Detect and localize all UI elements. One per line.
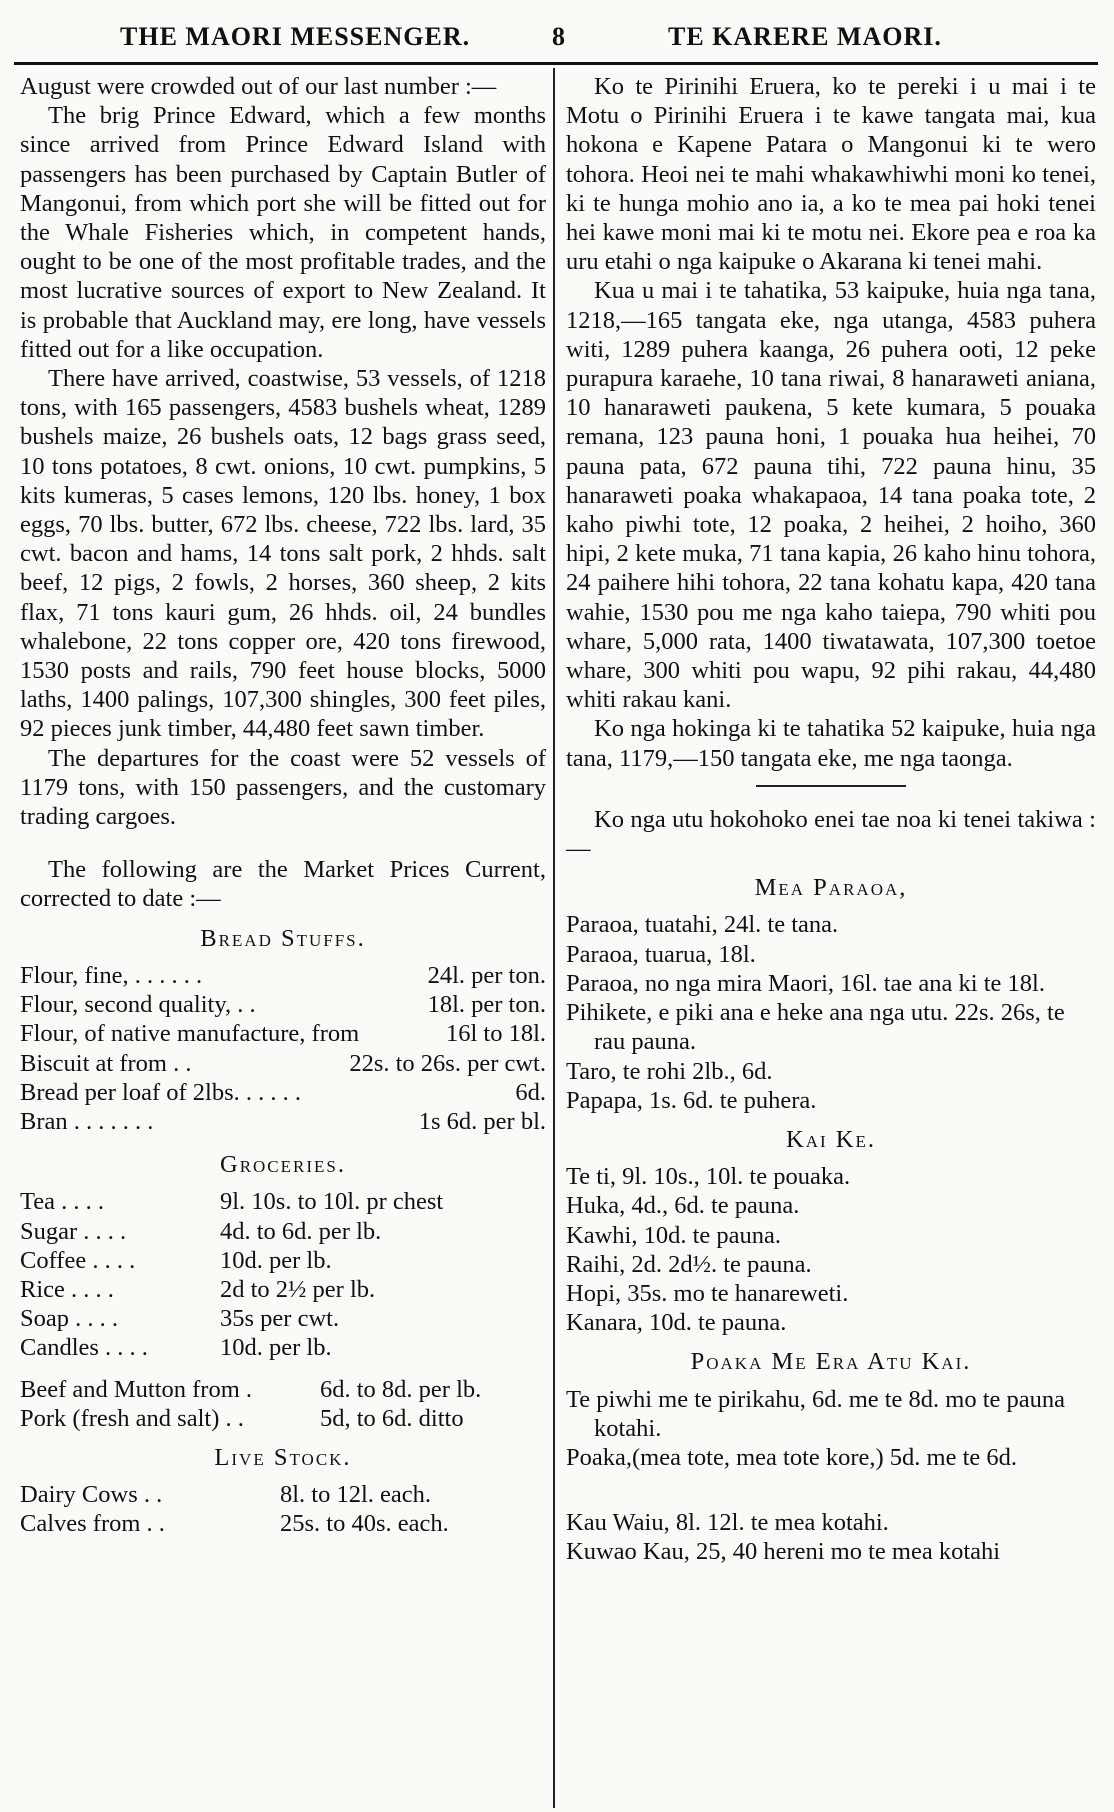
table-row: Biscuit at from . . 22s. to 26s. per cwt. — [20, 1049, 546, 1077]
list-item: Papapa, 1s. 6d. te puhera. — [566, 1086, 817, 1114]
table-row: Rice . . . . 2d to 2½ per lb. — [20, 1275, 376, 1303]
table-row: Calves from . . 25s. to 40s. each. — [20, 1510, 449, 1538]
table-row: Dairy Cows . . 8l. to 12l. each. — [20, 1481, 432, 1509]
departures-paragraph: The departures for the coast were 52 vessels of 1179 tons, with 150 passengers, and the customary trading cargoes. — [20, 744, 546, 831]
section-rule — [756, 785, 906, 787]
list-item: Paraoa, tuatahi, 24l. te tana. — [566, 911, 839, 939]
page-header — [0, 14, 1114, 54]
kai-ke-heading: Kai Ke. — [786, 1125, 876, 1153]
table-row: Soap . . . . 35s per cwt. — [20, 1305, 340, 1333]
table-row: Flour, second quality, . . 18l. per ton. — [20, 991, 546, 1019]
table-row: Candles . . . . 10d. per lb. — [20, 1334, 332, 1362]
list-item: Te ti, 9l. 10s., 10l. te pouaka. — [566, 1163, 851, 1191]
table-row: Sugar . . . . 4d. to 6d. per lb. — [20, 1217, 382, 1245]
table-row: Flour, of native manufacture, from 16l to 18l. — [20, 1020, 546, 1048]
list-item: Kanara, 10d. te pauna. — [566, 1309, 787, 1337]
groceries-heading: Groceries. — [220, 1151, 346, 1179]
list-item: Taro, te rohi 2lb., 6d. — [566, 1057, 773, 1085]
table-row: Tea . . . . 9l. 10s. to 10l. pr chest — [20, 1188, 444, 1216]
mea-paraoa-heading: Mea Paraoa, — [754, 874, 908, 902]
column-divider — [553, 68, 555, 1808]
table-row: Coffee . . . . 10d. per lb. — [20, 1246, 332, 1274]
prince-edward-paragraph: The brig Prince Edward, which a few months since arrived from Prince Edward Island with passengers has been purchased by Captain Butler of Mangonui, from which port she will be fitted out for the Whale Fisheries which, in competent hands, ought to be one of the most profitable trades, and the most lucrative sources of export to New Zealand. It is probable that Auckland may, ere long, have vessels fitted out for a like occupation. — [20, 102, 546, 363]
list-item: Kau Waiu, 8l. 12l. te mea kotahi. — [566, 1509, 889, 1537]
list-item: Pihikete, e piki ana e heke ana nga utu. 22s. 26s, te rau pauna. — [566, 999, 1065, 1056]
poaka-list — [566, 1385, 1096, 1473]
list-item: Paraoa, no nga mira Maori, 16l. tae ana ki te 18l. — [566, 969, 1045, 997]
list-item: Poaka,(mea tote, mea tote kore,) 5d. me te 6d. — [566, 1443, 1018, 1471]
table-row: Pork (fresh and salt) . . 5d, to 6d. ditto — [20, 1404, 464, 1432]
live-stock-heading: Live Stock. — [214, 1443, 352, 1471]
list-item: Raihi, 2d. 2d½. te pauna. — [566, 1250, 812, 1278]
list-item: Kuwao Kau, 25, 40 hereni mo te mea kotahi — [566, 1538, 1001, 1566]
market-prices-intro-maori: Ko nga utu hokohoko enei tae noa ki tenei takiwa :— — [566, 805, 1096, 863]
list-item: Te piwhi me te pirikahu, 6d. me te 8d. mo te pauna kotahi. — [566, 1385, 1066, 1442]
pirinihi-eruera-paragraph: Ko te Pirinihi Eruera, ko te pereki i u mai i te Motu o Pirinihi Eruera i te kawe tangata mai, kua hokona e Kapene Patara o Mangonui ki te wero tohora. Heoi nei te mahi whakawhiwhi moni ko tenei, ki te hunga mohio ano ia, a ko te mea pai hoki tenei hei kawe moni mai ki te motu nei. Ekore pea e roa ka uru etahi o nga kaipuke o Akarana ki tenei mahi. — [566, 73, 1096, 276]
arrivals-paragraph: There have arrived, coastwise, 53 vessels, of 1218 tons, with 165 passengers, 4583 bushels wheat, 1289 bushels maize, 26 bushels oats, 12 bags grass seed, 10 tons potatoes, 8 cwt. onions, 10 cwt. pumpkins, 5 kits kumeras, 5 cases lemons, 120 lbs. honey, 1 box eggs, 70 lbs. butter, 672 lbs. cheese, 722 lbs. lard, 35 cwt. bacon and hams, 14 tons salt pork, 2 hhds. salt beef, 12 pigs, 2 fowls, 2 horses, 360 sheep, 2 kits flax, 71 tons kauri gum, 26 hhds. oil, 24 bundles whalebone, 22 tons copper ore, 420 tons firewood, 1530 posts and rails, 790 feet house blocks, 5000 laths, 1400 palings, 107,300 shingles, 300 feet piles, 92 pieces junk timber, 44,480 feet sawn timber. — [20, 365, 546, 743]
live-stock-table — [20, 1480, 546, 1538]
table-row: Bran . . . . . . . 1s 6d. per bl. — [20, 1107, 546, 1135]
maori-column — [566, 72, 1096, 1567]
header-rule — [14, 62, 1098, 65]
mea-paraoa-list — [566, 910, 1096, 1114]
kai-ke-list — [566, 1162, 1096, 1337]
list-item: Hopi, 35s. mo te hanareweti. — [566, 1279, 849, 1307]
table-row: Bread per loaf of 2lbs. . . . . . 6d. — [20, 1078, 546, 1106]
departures-paragraph-maori: Ko nga hokinga ki te tahatika 52 kaipuke, huia nga tana, 1179,—150 tangata eke, me nga taonga. — [566, 715, 1096, 772]
list-item: Huka, 4d., 6d. te pauna. — [566, 1192, 800, 1220]
poaka-heading: Poaka Me Era Atu Kai. — [690, 1348, 972, 1376]
english-column — [20, 72, 546, 1539]
market-prices-intro: The following are the Market Prices Current, corrected to date :— — [20, 856, 546, 913]
groceries-table — [20, 1187, 546, 1362]
intro-text: August were crowded out of our last number :— — [20, 73, 497, 100]
kau-list — [566, 1508, 1096, 1566]
list-item: Paraoa, tuarua, 18l. — [566, 940, 756, 968]
page-number: 8 — [552, 22, 566, 51]
bread-stuffs-heading: Bread Stuffs. — [200, 924, 366, 952]
table-row: Flour, fine, . . . . . . 24l. per ton. — [20, 961, 546, 989]
header-maori-title: TE KARERE MAORI. — [668, 22, 942, 51]
arrivals-paragraph-maori: Kua u mai i te tahatika, 53 kaipuke, huia nga tana, 1218,—165 tangata eke, nga utanga, 4583 puhera witi, 1289 puhera kaanga, 26 puhera ooti, 12 peke purapura karaehe, 10 tana riwai, 8 hanaraweti aniana, 10 hanaraweti paukena, 5 kete kumara, 5 pouaka remana, 123 pauna honi, 1 pouaka hua heihei, 70 pauna pata, 672 pauna tihi, 722 pauna hinu, 35 hanaraweti poaka whakapaoa, 14 tana poaka tote, 2 kaho piwhi tote, 12 poaka, 2 heihei, 2 hoiho, 360 hipi, 2 kete muka, 71 tana kapia, 26 kaho hinu tohora, 24 paihere hihi tohora, 22 tana kohatu kapa, 420 tana wahie, 1530 pou me nga kaho taiepa, 790 whiti pou whare, 5,000 rata, 1400 tiwatawata, 107,300 toetoe whare, 300 whiti pou wapu, 92 pihi rakau, 44,480 whiti rakau kani. — [566, 277, 1096, 714]
meat-prices-table — [20, 1375, 546, 1433]
header-english-title: THE MAORI MESSENGER. — [120, 22, 471, 51]
table-row: Beef and Mutton from . 6d. to 8d. per lb. — [20, 1375, 482, 1403]
bread-stuffs-table — [20, 961, 546, 1136]
list-item: Kawhi, 10d. te pauna. — [566, 1221, 781, 1249]
